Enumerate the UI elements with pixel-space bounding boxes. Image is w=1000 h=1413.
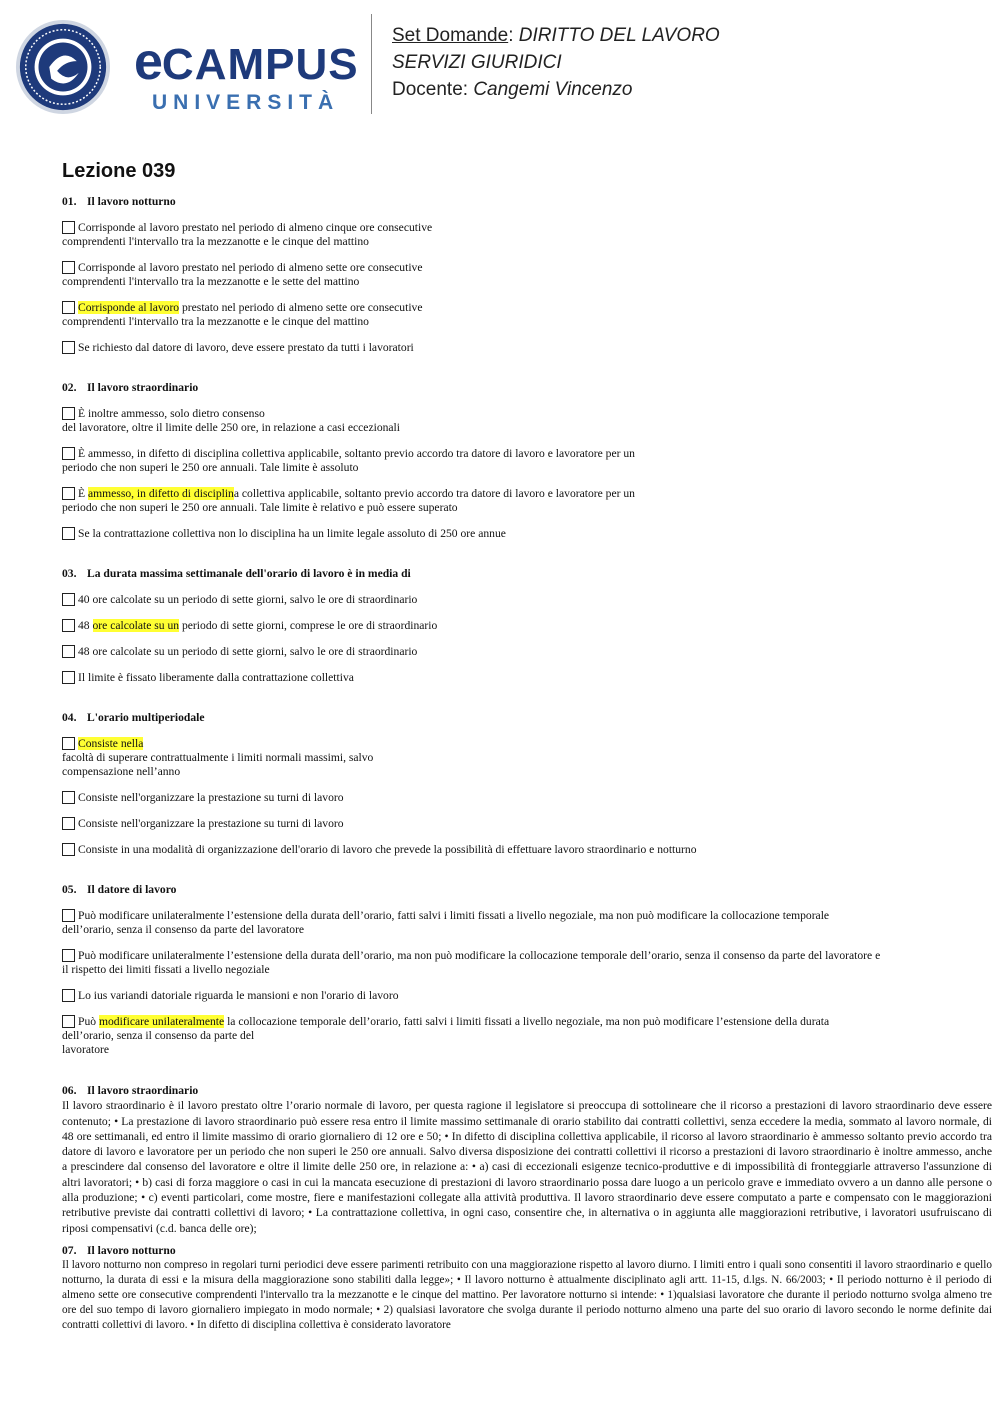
question-number: 04. — [62, 711, 77, 724]
option-text-line2: del lavoratore, oltre il limite delle 250 ore, in relazione a casi eccezionali — [62, 421, 400, 434]
answer-option — [62, 1015, 992, 1057]
option-text: periodo di sette giorni, comprese le ore di straordinario — [179, 619, 438, 632]
answer-checkbox[interactable] — [62, 527, 75, 540]
lesson-title: Lezione 039 — [62, 160, 176, 182]
subject: SERVIZI GIURIDICI — [392, 52, 562, 73]
answer-checkbox[interactable] — [62, 909, 75, 922]
answer-paragraph-06 — [62, 1083, 992, 1236]
answer-checkbox[interactable] — [62, 1015, 75, 1028]
highlighted-text: modificare unilateralmente — [98, 1015, 225, 1028]
highlighted-text: Consiste nella — [78, 737, 144, 750]
question-title — [62, 195, 992, 209]
brand-wordmark — [134, 33, 359, 115]
question-number: 05. — [62, 883, 77, 896]
answer-option — [62, 909, 992, 937]
set-label: Set Domande — [392, 25, 509, 46]
answer-checkbox[interactable] — [62, 593, 75, 606]
option-text-line3: compensazione nell’anno — [62, 765, 181, 778]
answer-option — [62, 593, 992, 607]
option-text: È inoltre ammesso, solo dietro consenso — [78, 407, 265, 420]
answer-option — [62, 619, 992, 633]
paragraph-title — [62, 1083, 992, 1098]
answer-checkbox[interactable] — [62, 989, 75, 1002]
answer-option — [62, 447, 992, 475]
option-text-line2: periodo che non superi le 250 ore annuali. Tale limite è relativo e può essere superato — [62, 501, 458, 514]
brand-name: CAMPUS — [161, 40, 359, 89]
answer-option — [62, 527, 992, 541]
answer-checkbox[interactable] — [62, 221, 75, 234]
option-text: Consiste in una modalità di organizzazione dell'orario di lavoro che prevede la possibilità di effettuare lavoro straordinario e notturno — [78, 843, 697, 856]
highlighted-text: Corrisponde al lavoro — [78, 301, 180, 314]
brand-e: e — [134, 33, 164, 91]
paragraph-body: Il lavoro notturno non compreso in regolari turni periodici deve essere parimenti retribuito con una maggiorazione rispetto al lavoro diurno. I limiti entro i quali sono consentiti il lavoro straordinario e quello notturno, la durata di essi e la misura della maggiorazione sono stabiliti dalla legge»; • Il lavoro notturno è attualmente disciplinato agli artt. 11-15, d.lgs. N. 66/2003; • Il periodo notturno è il periodo di almeno sette ore consecutive comprendenti l'intervallo tra la mezzanotte e le cinque del mattino. Per lavoratore notturno si intende: • 1)qualsiasi lavoratore che durante il periodo notturno svolga almeno tre ore del suo tempo di lavoro giornaliero impiegato in modo normale; • 2) qualsiasi lavoratore che svolga durante il periodo notturno almeno una parte del suo orario di lavoro secondo le norme definite dai contratti collettivi di lavoro. • In difetto di disciplina collettiva è considerato lavoratore — [62, 1259, 992, 1332]
question-title — [62, 567, 992, 581]
option-text: Corrisponde al lavoro prestato nel periodo di almeno cinque ore consecutive — [78, 221, 433, 234]
answer-option — [62, 671, 992, 685]
answer-option — [62, 949, 992, 977]
paragraph-number: 07. — [62, 1243, 77, 1257]
option-text-prefix: Può — [78, 1015, 99, 1028]
teacher-label: Docente: — [392, 79, 469, 100]
answer-option — [62, 407, 992, 435]
answer-option — [62, 341, 992, 355]
option-text-line2: il rispetto dei limiti fissati a livello negoziale — [62, 963, 270, 976]
answer-checkbox[interactable] — [62, 949, 75, 962]
answer-option — [62, 817, 992, 831]
answer-checkbox[interactable] — [62, 671, 75, 684]
answer-option — [62, 487, 992, 515]
option-text: Consiste nell'organizzare la prestazione su turni di lavoro — [78, 817, 344, 830]
ecampus-logo — [14, 18, 359, 118]
option-text: Consiste nell'organizzare la prestazione su turni di lavoro — [78, 791, 344, 804]
option-text: È ammesso, in difetto di disciplina collettiva applicabile, soltanto previo accordo tra datore di lavoro e lavoratore per un — [78, 447, 635, 460]
answer-checkbox[interactable] — [62, 737, 75, 750]
option-text: Il limite è fissato liberamente dalla contrattazione collettiva — [78, 671, 354, 684]
question-05 — [62, 883, 992, 1057]
option-text: Se la contrattazione collettiva non lo disciplina ha un limite legale assoluto di 250 ore annue — [78, 527, 506, 540]
option-text: Lo ius variandi datoriale riguarda le mansioni e non l'orario di lavoro — [78, 989, 399, 1002]
answer-option — [62, 843, 992, 857]
set-colon: : — [508, 25, 514, 46]
question-03 — [62, 567, 992, 685]
answer-checkbox[interactable] — [62, 817, 75, 830]
question-04 — [62, 711, 992, 857]
answer-option — [62, 791, 992, 805]
question-01 — [62, 195, 992, 355]
highlighted-text: ore calcolate su un — [92, 619, 180, 632]
question-list — [62, 195, 992, 1340]
answer-option — [62, 261, 992, 289]
answer-option — [62, 737, 992, 779]
answer-option — [62, 221, 992, 249]
paragraph-body: Il lavoro straordinario è il lavoro prestato oltre l’orario normale di lavoro, per questa ragione il legislatore si preoccupa di sottolineare che il ricorso a prestazioni di lavoro straordinario deve essere contenuto; • La prestazione di lavoro straordinario può essere resa entro il limite massimo settimanale di orario stabilito dai contratti collettivi, senza eccedere la media, sommato al lavoro normale, di 48 ore settimanali, ed entro il limite massimo di orario giornaliero di 12 ore e 50; • In difetto di disciplina collettiva applicabile, il ricorso al lavoro straordinario è ammesso soltanto previo accordo tra datore di lavoro e lavoratore per un periodo che non superi le 250 ore annuali. Salvo diversa disposizione dei contratti collettivi il ricorso a prestazioni di lavoro straordinario è inoltre ammesso, anche a prescindere dal consenso del lavoratore e oltre il limite delle 250 ore, in relazione a: • a) casi di eccezionali esigenze tecnico-produttive e di impossibilità di fronteggiarle attraverso l'assunzione di altri lavoratori; • b) casi di forza maggiore o casi in cui la mancata esecuzione di prestazioni di lavoro straordinario possa dare luogo a un pericolo grave e immediato ovvero a un danno alle persone o alla produzione; • c) eventi particolari, come mostre, fiere e manifestazioni collegate alla attività produttiva. Il lavoro straordinario deve essere computato a parte e compensato con le maggiorazioni retributive previste dai contratti collettivi di lavoro; • La contrattazione collettiva, in ogni caso, consentire che, in alternativa o in aggiunta alle maggiorazioni retributive, i lavoratori usufruiscano di riposi compensativi (c.d. banca delle ore); — [62, 1099, 992, 1235]
question-text: Il lavoro notturno — [87, 195, 176, 208]
option-text-line2: facoltà di superare contrattualmente i limiti normali massimi, salvo — [62, 751, 374, 764]
answer-checkbox[interactable] — [62, 407, 75, 420]
question-title — [62, 883, 992, 897]
question-number: 01. — [62, 195, 77, 208]
question-number: 03. — [62, 567, 77, 580]
answer-paragraph-07 — [62, 1243, 992, 1333]
question-number: 02. — [62, 381, 77, 394]
question-text: Il lavoro straordinario — [87, 381, 199, 394]
answer-checkbox[interactable] — [62, 301, 75, 314]
option-text: Corrisponde al lavoro prestato nel periodo di almeno sette ore consecutive — [78, 261, 423, 274]
answer-checkbox[interactable] — [62, 261, 75, 274]
answer-checkbox[interactable] — [62, 619, 75, 632]
answer-checkbox[interactable] — [62, 843, 75, 856]
paragraph-number: 06. — [62, 1084, 77, 1097]
option-text-line2: comprendenti l'intervallo tra la mezzanotte e le sette del mattino — [62, 275, 360, 288]
question-text: La durata massima settimanale dell'orario di lavoro è in media di — [87, 567, 411, 580]
answer-option — [62, 645, 992, 659]
option-text: a collettiva applicabile, soltanto previo accordo tra datore di lavoro e lavoratore per un — [233, 487, 635, 500]
university-seal-icon — [14, 18, 112, 116]
answer-option — [62, 301, 992, 329]
teacher-value: Cangemi Vincenzo — [473, 79, 633, 100]
answer-checkbox[interactable] — [62, 791, 75, 804]
question-02 — [62, 381, 992, 541]
option-text-prefix: 48 — [78, 619, 93, 632]
set-value: DIRITTO DEL LAVORO — [518, 25, 720, 46]
paragraph-heading: Il lavoro notturno — [87, 1243, 176, 1257]
option-text: 40 ore calcolate su un periodo di sette giorni, salvo le ore di straordinario — [78, 593, 418, 606]
question-title — [62, 381, 992, 395]
option-text-line2: dell’orario, senza il consenso da parte del — [62, 1029, 255, 1042]
answer-checkbox[interactable] — [62, 447, 75, 460]
option-text: prestato nel periodo di almeno sette ore consecutive — [179, 301, 423, 314]
paragraph-title — [62, 1243, 992, 1258]
answer-checkbox[interactable] — [62, 487, 75, 500]
option-text: Può modificare unilateralmente l’estensione della durata dell’orario, ma non può modificare la collocazione temporale dell’orario, senza il consenso da parte del lavoratore e — [78, 949, 881, 962]
paragraph-heading: Il lavoro straordinario — [87, 1084, 199, 1097]
question-text: Il datore di lavoro — [87, 883, 177, 896]
option-text: Può modificare unilateralmente l’estensione della durata dell’orario, fatti salvi i limiti fissati a livello negoziale, ma non può modificare la collocazione temporale — [78, 909, 830, 922]
question-text: L'orario multiperiodale — [87, 711, 205, 724]
answer-checkbox[interactable] — [62, 645, 75, 658]
option-text: la collocazione temporale dell’orario, fatti salvi i limiti fissati a livello negoziale, ma non può modificare l’estensione della durata — [224, 1015, 830, 1028]
option-text-line2: comprendenti l'intervallo tra la mezzanotte e le cinque del mattino — [62, 235, 369, 248]
option-text-line2: dell’orario, senza il consenso da parte del lavoratore — [62, 923, 305, 936]
option-text-line3: lavoratore — [62, 1043, 109, 1056]
highlighted-text: ammesso, in difetto di disciplin — [87, 487, 234, 500]
answer-option — [62, 989, 992, 1003]
option-text-line2: comprendenti l'intervallo tra la mezzanotte e le cinque del mattino — [62, 315, 369, 328]
option-text-line2: periodo che non superi le 250 ore annuali. Tale limite è assoluto — [62, 461, 359, 474]
brand-subtitle: UNIVERSITÀ — [152, 91, 340, 114]
option-text: 48 ore calcolate su un periodo di sette giorni, salvo le ore di straordinario — [78, 645, 418, 658]
document-header — [392, 22, 720, 103]
option-text: Se richiesto dal datore di lavoro, deve essere prestato da tutti i lavoratori — [78, 341, 414, 354]
option-text-prefix: È — [78, 487, 88, 500]
question-title — [62, 711, 992, 725]
header-divider — [371, 14, 372, 114]
answer-checkbox[interactable] — [62, 341, 75, 354]
